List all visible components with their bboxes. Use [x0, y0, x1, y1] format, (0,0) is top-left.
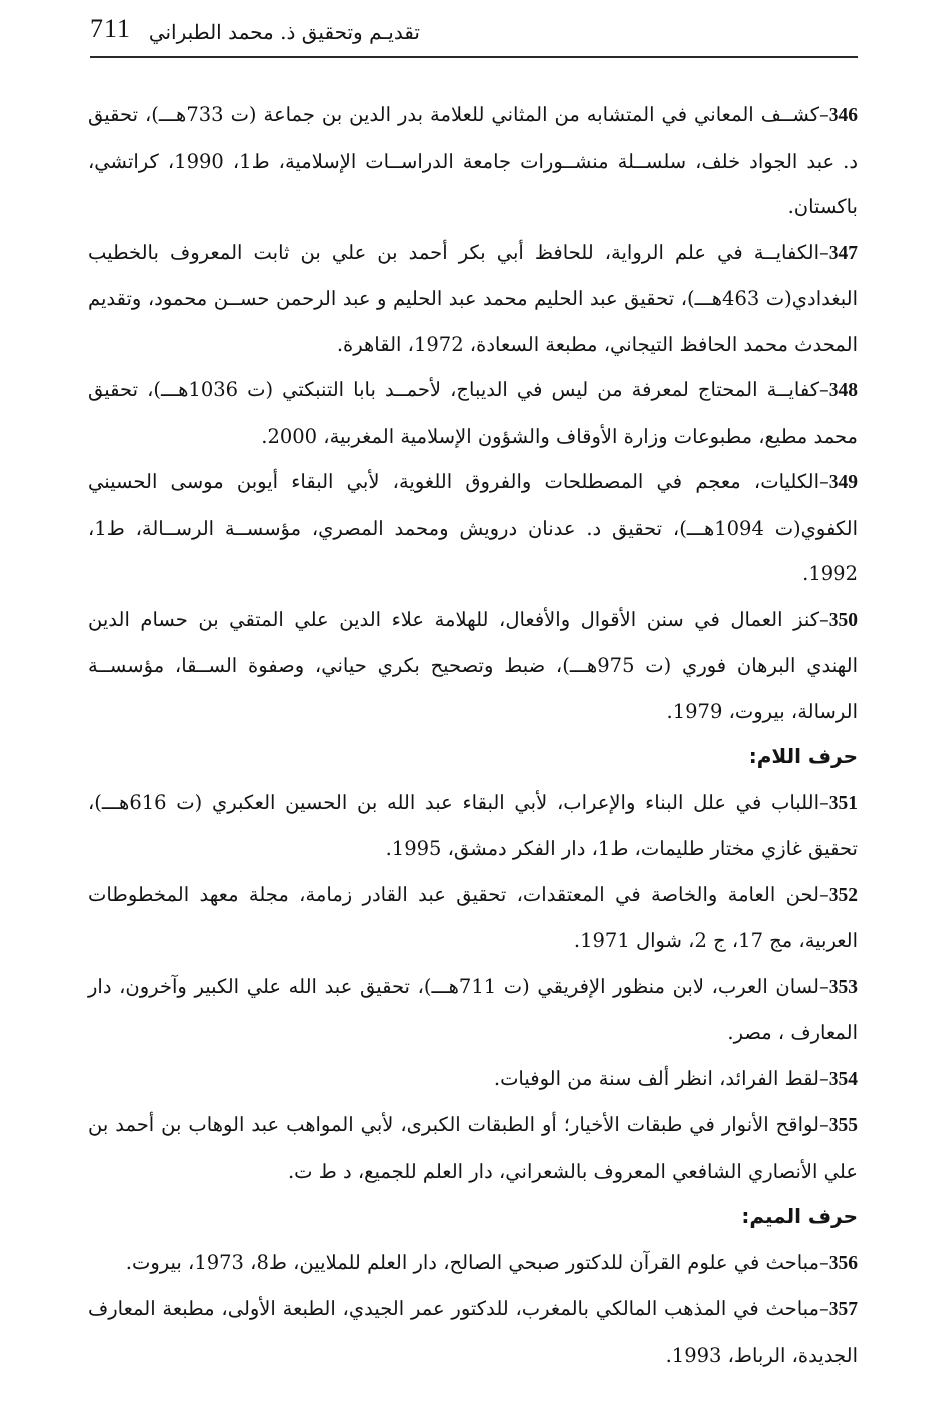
- entry-346: [88, 92, 858, 230]
- entry-357: [88, 1286, 858, 1378]
- page-number: 711: [90, 14, 132, 43]
- entry-347: [88, 230, 858, 368]
- entry-355: [88, 1102, 858, 1194]
- section-heading-mim: حرف الميم:: [741, 1204, 858, 1228]
- section-heading-lam: حرف اللام:: [748, 744, 858, 768]
- entry-text: –اللباب في علل البناء والإعراب، لأبي البقاء عبد الله بن الحسين العكبري (ت 616هـــ)، تحقيق غازي مختار طليمات، ط1، دار الفكر دمشق، 1995.: [88, 790, 858, 860]
- entry-number: 354: [828, 1068, 858, 1090]
- entry-348: [88, 367, 858, 459]
- entry-number: 351: [828, 792, 858, 814]
- entry-350: [88, 597, 858, 735]
- entry-number: 350: [828, 609, 858, 631]
- entry-number: 355: [828, 1115, 858, 1136]
- entry-text: –لسان العرب، لابن منظور الإفريقي (ت 711هـــ)، تحقيق عبد الله علي الكبير وآخرون، دار المعارف ، مصر.: [88, 974, 858, 1044]
- entry-number: 356: [828, 1252, 858, 1274]
- entry-text: –مباحث في المذهب المالكي بالمغرب، للدكتور عمر الجيدي، الطبعة الأولى، مطبعة المعارف الجديدة، الرباط، 1993.: [88, 1297, 858, 1367]
- entry-351: [88, 780, 858, 872]
- entry-text: –كفايــة المحتاج لمعرفة من ليس في الديباج، لأحمــد بابا التنبكتي (ت 1036هـــ)، تحقيق محمد مطيع، مطبوعات وزارة الأوقاف والشؤون الإسلامية المغربية، 2000.: [88, 378, 858, 448]
- entry-text: –مباحث في علوم القرآن للدكتور صبحي الصالح، دار العلم للملايين، ط8، 1973، بيروت.: [125, 1250, 829, 1274]
- entry-text: –لحن العامة والخاصة في المعتقدات، تحقيق عبد القادر زمامة، مجلة معهد المخطوطات العربية، مج 17، ج 2، شوال 1971.: [88, 882, 858, 952]
- entry-353: [88, 964, 858, 1056]
- header-rule: [90, 56, 858, 58]
- entry-352: [88, 872, 858, 964]
- entry-number: 346: [828, 105, 858, 126]
- entry-number: 357: [828, 1299, 858, 1320]
- entry-text: –لقط الفرائد، انظر ألف سنة من الوفيات.: [493, 1066, 829, 1090]
- page-header: [90, 6, 420, 56]
- entry-354: [88, 1056, 858, 1103]
- entry-number: 349: [828, 472, 858, 493]
- running-title: تقديـم وتحقيق ذ. محمد الطبراني: [148, 20, 420, 44]
- entry-text: –كشــف المعاني في المتشابه من المثاني للعلامة بدر الدين بن جماعة (ت 733هـــ)، تحقيق د. عبد الجواد خلف، سلســلة منشــورات جامعة الدراســات الإسلامية، ط1، 1990، كراتشي، باكستان.: [88, 103, 859, 218]
- entry-text: –الكليات، معجم في المصطلحات والفروق اللغوية، لأبي البقاء أيوبن موسى الحسيني الكفوي(ت 1094هـــ)، تحقيق د. عدنان درويش ومحمد المصري، مؤسســة الرســالة، ط1، 1992.: [88, 470, 858, 585]
- entry-356: [88, 1240, 858, 1287]
- entry-number: 347: [828, 242, 858, 264]
- entry-text: –لواقح الأنوار في طبقات الأخيار؛ أو الطبقات الكبرى، لأبي المواهب عبد الوهاب بن أحمد بن علي الأنصاري الشافعي المعروف بالشعراني، دار العلم للجميع، د ط ت.: [88, 1113, 858, 1183]
- entry-text: –الكفايــة في علم الرواية، للحافظ أبي بكر أحمد بن علي بن ثابت المعروف بالخطيب البغدادي(ت 463هـــ)، تحقيق عبد الحليم محمد عبد الحليم و عبد الرحمن حســن محمود، وتقديم المحدث محمد الحافظ التيجاني، مطبعة السعادة، 1972، القاهرة.: [88, 240, 858, 356]
- entry-number: 348: [828, 380, 858, 401]
- bibliography-list: [88, 92, 858, 1378]
- entry-349: [88, 459, 858, 597]
- entry-number: 353: [828, 976, 858, 998]
- entry-text: –كنز العمال في سنن الأقوال والأفعال، للهلامة علاء الدين علي المتقي بن حسام الدين الهندي البرهان فوري (ت 975هـــ)، ضبط وتصحيح بكري حياني، وصفوة الســقا، مؤسســة الرسالة، بيروت، 1979.: [88, 607, 858, 723]
- entry-number: 352: [828, 884, 858, 906]
